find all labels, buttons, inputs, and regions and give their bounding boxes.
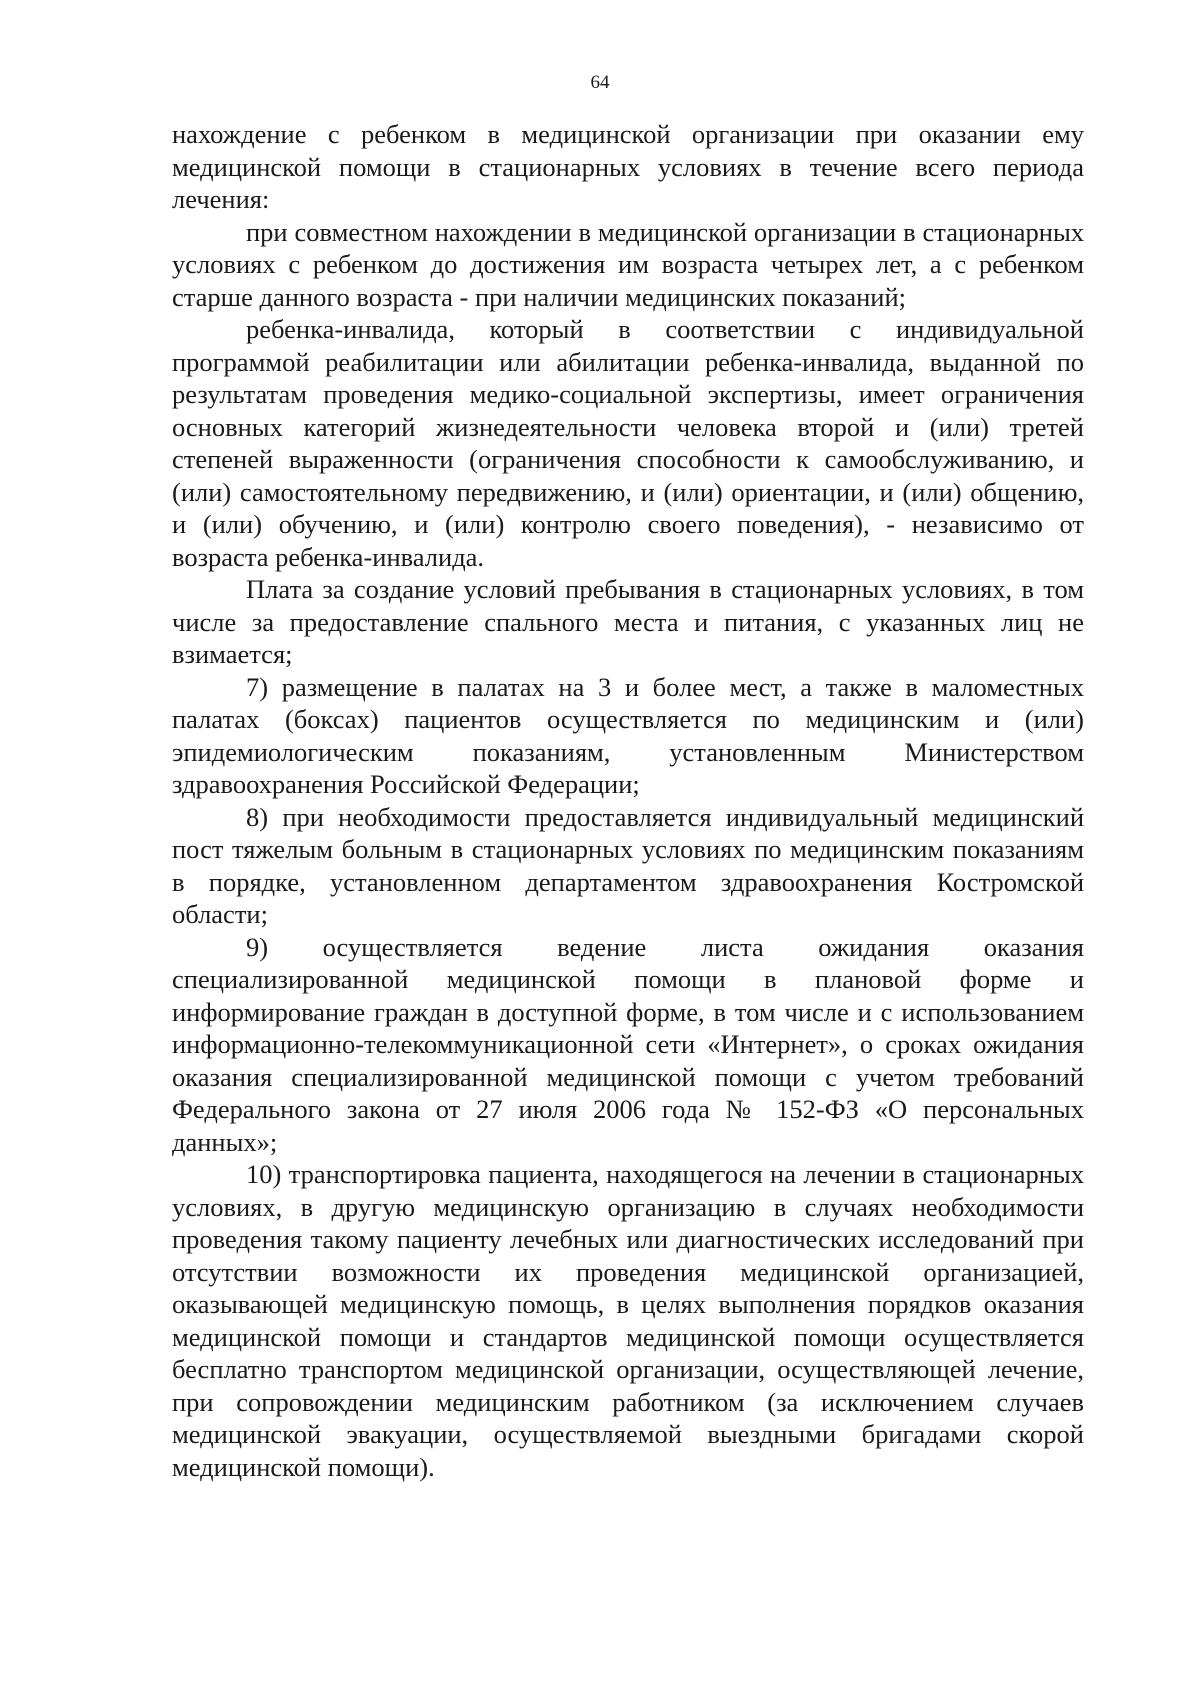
paragraph-continuation: нахождение с ребенком в медицинской организации при оказании ему медицинской помощи в стационарных условиях в течение всего периода лечения: xyxy=(172,119,1084,214)
paragraph-joint-stay: при совместном нахождении в медицинской организации в стационарных условиях с ребенком до достижения им возраста четырех лет, а с ребенком старше данного возраста - при наличии медицинских показаний; xyxy=(172,216,1084,312)
paragraph-item-9: 9) осуществляется ведение листа ожидания оказания специализированной медицинской помощи в плановой форме и информирование граждан в доступной форме, в том числе и с использованием информационно-телекоммуникационной сети «Интернет», о сроках ожидания оказания специализированной медицинской помощи с учетом требований Федерального закона от 27 июля 2006 года № 152-ФЗ «О персональных данных»; xyxy=(172,931,1084,1157)
paragraph-item-8: 8) при необходимости предоставляется индивидуальный медицинский пост тяжелым больным в стационарных условиях по медицинским показаниям в порядке, установленном департаментом здравоохранения Костромской области; xyxy=(172,801,1084,929)
paragraph-item-7: 7) размещение в палатах на 3 и более мест, а также в маломестных палатах (боксах) пациентов осуществляется по медицинским и (или) эпидемиологическим показаниям, установленным Министерством здравоохранения Российской Федерации; xyxy=(172,671,1084,799)
paragraph-fee-exemption: Плата за создание условий пребывания в стационарных условиях, в том числе за предоставление спального места и питания, с указанных лиц не взимается; xyxy=(172,574,1084,669)
paragraph-item-10: 10) транспортировка пациента, находящегося на лечении в стационарных условиях, в другую медицинскую организацию в случаях необходимости проведения такому пациенту лечебных или диагностических исследований при отсутствии возможности их проведения медицинской организацией, оказывающей медицинскую помощь, в целях выполнения порядков оказания медицинской помощи и стандартов медицинской помощи осуществляется бесплатно транспортом медицинской организации, осуществляющей лечение, при сопровождении медицинским работником (за исключением случаев медицинской эвакуации, осуществляемой выездными бригадами скорой медицинской помощи). xyxy=(172,1159,1084,1482)
document-body xyxy=(172,118,1084,1483)
page-number: 64 xyxy=(590,72,610,93)
paragraph-disabled-child: ребенка-инвалида, который в соответствии с индивидуальной программой реабилитации или абилитации ребенка-инвалида, выданной по результатам проведения медико-социальной экспертизы, имеет ограничения основных категорий жизнедеятельности человека второй и (или) третей степеней выраженности (ограничения способности к самообслуживанию, и (или) самостоятельному передвижению, и (или) ориентации, и (или) общению, и (или) обучению, и (или) контролю своего поведения), - независимо от возраста ребенка-инвалида. xyxy=(172,314,1084,572)
